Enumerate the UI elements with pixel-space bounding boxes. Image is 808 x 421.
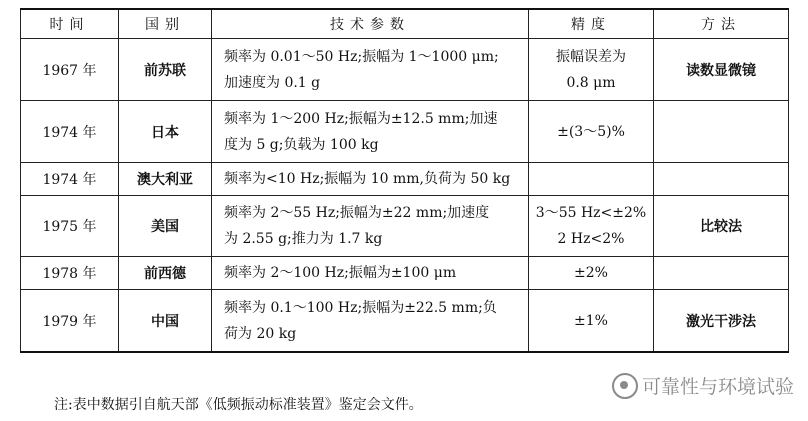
- cell-params: [212, 290, 529, 353]
- cell-time: 1975 年: [21, 196, 119, 257]
- watermark-text: 可靠性与环境试验: [641, 376, 794, 398]
- cell-method: [654, 163, 789, 196]
- cell-params: [212, 101, 529, 163]
- accuracy-line: 3～55 Hz<±2%: [535, 205, 647, 221]
- header-accuracy: 精度: [529, 9, 654, 39]
- accuracy-line: 0.8 μm: [566, 74, 616, 91]
- accuracy-line: ±1%: [574, 312, 608, 329]
- cell-params: [212, 163, 529, 196]
- watermark: [612, 372, 794, 399]
- cell-accuracy: [529, 39, 654, 101]
- cell-country: 中国: [119, 290, 212, 353]
- cell-country: 澳大利亚: [119, 163, 212, 196]
- table-footnote: 注:表中数据引自航天部《低频振动标准装置》鉴定会文件。: [54, 397, 423, 413]
- cell-time: 1979 年: [21, 290, 119, 353]
- param-line: 频率为 0.01～50 Hz;振幅为 1～1000 μm;: [224, 48, 499, 65]
- accuracy-line: ±2%: [574, 265, 608, 281]
- cell-method: 读数显微镜: [654, 39, 789, 101]
- cell-accuracy: [529, 196, 654, 257]
- cell-params: [212, 39, 529, 101]
- table-row: [21, 101, 789, 163]
- param-line: 频率为<10 Hz;振幅为 10 mm,负荷为 50 kg: [224, 171, 511, 187]
- header-row: [21, 9, 789, 39]
- param-line: 频率为 0.1～100 Hz;振幅为±22.5 mm;负: [224, 299, 497, 316]
- cell-country: 美国: [119, 196, 212, 257]
- cell-accuracy: [529, 290, 654, 353]
- standards-table: [20, 8, 789, 353]
- table-row: [21, 163, 789, 196]
- table-row: [21, 290, 789, 353]
- header-method: 方法: [654, 9, 789, 39]
- cell-accuracy: [529, 101, 654, 163]
- cell-params: [212, 196, 529, 257]
- header-params: 技术参数: [212, 9, 529, 39]
- cell-time: 1978 年: [21, 257, 119, 290]
- cell-method: 激光干涉法: [654, 290, 789, 353]
- cell-country: 日本: [119, 101, 212, 163]
- cell-accuracy: [529, 257, 654, 290]
- cell-accuracy: [529, 163, 654, 196]
- cell-time: 1974 年: [21, 101, 119, 163]
- param-line: 为 2.55 g;推力为 1.7 kg: [224, 231, 383, 247]
- param-line: 频率为 2～100 Hz;振幅为±100 μm: [224, 265, 457, 281]
- accuracy-line: ±(3～5)%: [557, 123, 625, 140]
- header-country: 国别: [119, 9, 212, 39]
- cell-method: [654, 257, 789, 290]
- param-line: 加速度为 0.1 g: [224, 74, 321, 91]
- cell-method: [654, 101, 789, 163]
- cell-country: 前苏联: [119, 39, 212, 101]
- accuracy-line: 振幅误差为: [556, 48, 626, 65]
- accuracy-line: 2 Hz<2%: [557, 231, 625, 247]
- param-line: 度为 5 g;负载为 100 kg: [224, 136, 379, 153]
- cell-method: 比较法: [654, 196, 789, 257]
- wechat-logo-icon: [612, 373, 638, 399]
- cell-params: [212, 257, 529, 290]
- header-time: 时间: [21, 9, 119, 39]
- table-row: [21, 257, 789, 290]
- param-line: 荷为 20 kg: [224, 325, 297, 342]
- table-row: [21, 39, 789, 101]
- param-line: 频率为 2～55 Hz;振幅为±22 mm;加速度: [224, 205, 490, 221]
- table-row: [21, 196, 789, 257]
- cell-time: 1967 年: [21, 39, 119, 101]
- cell-time: 1974 年: [21, 163, 119, 196]
- param-line: 频率为 1～200 Hz;振幅为±12.5 mm;加速: [224, 110, 498, 127]
- cell-country: 前西德: [119, 257, 212, 290]
